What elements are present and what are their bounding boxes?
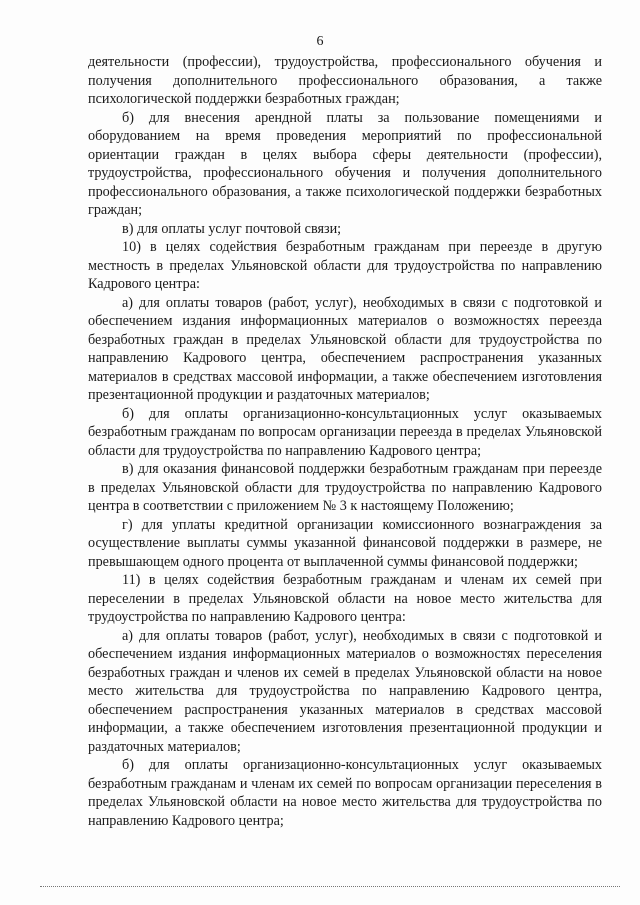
paragraph-clause-11-a: а) для оплаты товаров (работ, услуг), необходимых в связи с подготовкой и обеспечением издания информационных материалов о возможностях переселения безработных граждан и членов их семей в пределах Ульяновской области на новое место жительства для трудоустройства по направлению Кадрового центра, обеспечением распространения указанных материалов в средствах массовой информации, а также обеспечением изготовления презентационной продукции и раздаточных материалов;	[88, 627, 602, 755]
page-number: 6	[316, 34, 324, 49]
paragraph-clause-10-a: а) для оплаты товаров (работ, услуг), необходимых в связи с подготовкой и обеспечением издания информационных материалов о возможностях переезда безработных граждан в пределах Ульяновской области для трудоустройства по направлению Кадрового центра, обеспечением распространения указанных материалов в средствах массовой информации, а также обеспечением изготовления презентационной продукции и раздаточных материалов;	[88, 294, 602, 403]
paragraph-continuation: деятельности (профессии), трудоустройства, профессионального обучения и получения дополнительного профессионального образования, а также психологической поддержки безработных граждан;	[88, 54, 602, 107]
paragraph-clause-11: 11) в целях содействия безработным гражданам и членам их семей при переселении в пределах Ульяновской области на новое место жительства для трудоустройства по направлению Кадрового центра:	[88, 572, 602, 625]
paragraph-clause-10-b: б) для оплаты организационно-консультационных услуг оказываемых безработным гражданам по вопросам организации переезда в пределах Ульяновской области для трудоустройства по направлению Кадрового центра;	[88, 405, 602, 459]
paragraph-clause-11-b: б) для оплаты организационно-консультационных услуг оказываемых безработным гражданам и членам их семей по вопросам организации переселения в пределах Ульяновской области на новое место жительства для трудоустройства по направлению Кадрового центра;	[88, 757, 602, 829]
paragraph-item-v: в) для оплаты услуг почтовой связи;	[122, 220, 342, 237]
scan-edge-artifact	[40, 886, 620, 888]
paragraph-clause-10: 10) в целях содействия безработным гражданам при переезде в другую местность в пределах Ульяновской области для трудоустройства по направлению Кадрового центра:	[88, 239, 602, 292]
document-body	[88, 53, 602, 830]
paragraph-clause-10-g: г) для уплаты кредитной организации комиссионного вознаграждения за осуществление выплаты суммы указанной финансовой поддержки в размере, не превышающем одного процента от выплаченной суммы финансовой поддержки;	[88, 516, 602, 570]
paragraph-item-b: б) для внесения арендной платы за пользование помещениями и оборудованием на время проведения мероприятий по профессиональной ориентации граждан в целях выбора сферы деятельности (профессии), трудоустройства, профессионального обучения и получения дополнительного профессионального образования, а также психологической поддержки безработных граждан;	[88, 109, 602, 218]
paragraph-clause-10-v: в) для оказания финансовой поддержки безработным гражданам при переезде в пределах Ульяновской области для трудоустройства по направлению Кадрового центра в соответствии с приложением № 3 к настоящему Положению;	[88, 461, 602, 514]
